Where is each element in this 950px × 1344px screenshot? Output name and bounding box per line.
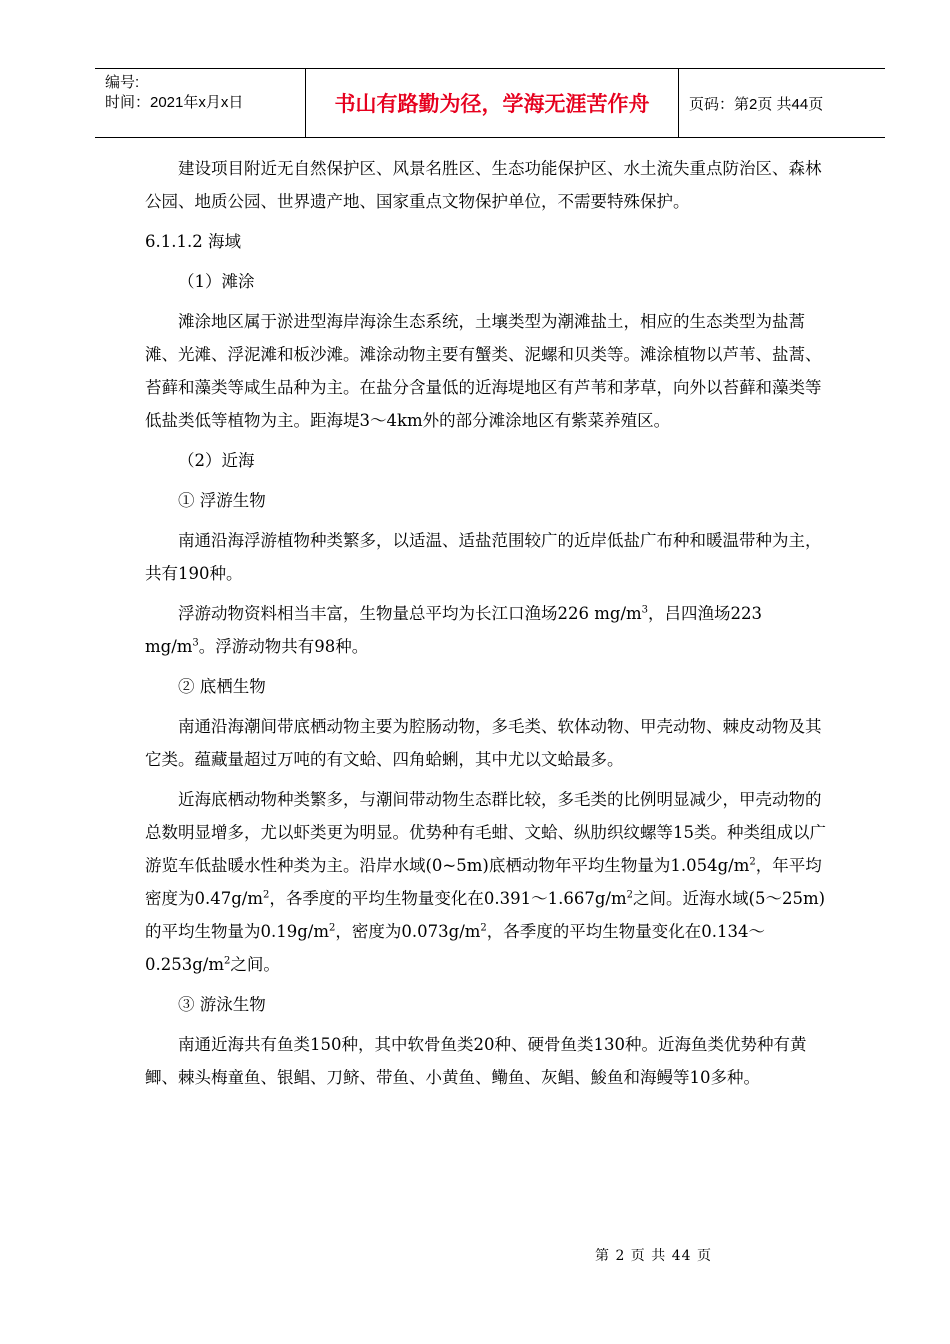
text-run: ，各季度的平均生物量变化在0.391～1.667g/m (269, 889, 627, 908)
text-run: ，年平均密度为0.47g/m (145, 856, 822, 908)
text-run: ，吕四渔场223 mg/m (145, 604, 763, 656)
paragraph: 南通近海共有鱼类150种，其中软骨鱼类20种、硬骨鱼类130种。近海鱼类优势种有黄鲫、棘头梅童鱼、银鲳、刀鲚、带鱼、小黄鱼、鳓鱼、灰鲳、鮻鱼和海鳗等10多种。 (145, 1035, 807, 1087)
text-run: 浮游动物资料相当丰富，生物量总平均为长江口渔场226 mg/m (178, 604, 642, 623)
header-motto: 书山有路勤为径，学海无涯苦作舟 (306, 69, 679, 137)
subsection-heading: ② 底栖生物 (178, 677, 266, 696)
superscript: 2 (224, 955, 231, 967)
text-run: ，密度为0.073g/m (335, 922, 481, 941)
superscript: 2 (480, 922, 487, 934)
paragraph: 南通沿海潮间带底栖动物主要为腔肠动物，多毛类、软体动物、甲壳动物、棘皮动物及其它类。蕴藏量超过万吨的有文蛤、四角蛤蜊，其中尤以文蛤最多。 (145, 717, 822, 769)
footer-page-number: 第 2 页 共 44 页 (595, 1248, 712, 1264)
subsection-heading: ① 浮游生物 (178, 491, 266, 510)
page-header (95, 68, 885, 138)
superscript: 2 (749, 856, 756, 868)
text-run: 近海底栖动物种类繁多，与潮间带动物生态群比较，多毛类的比例明显减少，甲壳动物的总数明显增多，尤以虾类更为明显。优势种有毛蚶、文蛤、纵肋织纹螺等15类。种类组成以广游览车低盐暖水性种类为主。沿岸水域(0~5m)底栖动物年平均生物量为1.054g/m (145, 790, 826, 875)
paragraph (145, 597, 835, 663)
paragraph: 南通沿海浮游植物种类繁多，以适温、适盐范围较广的近岸低盐广布种和暖温带种为主，共有190种。 (145, 531, 822, 583)
text-run: 之间。 (230, 955, 280, 974)
paragraph (145, 783, 835, 981)
header-meta (95, 69, 306, 137)
text-run: 之间。近海水域(5～25m)的平均生物量为0.19g/m (145, 889, 826, 941)
superscript: 2 (626, 889, 634, 901)
document-time: 时间：2021年x月x日 (105, 94, 244, 111)
section-heading: 6.1.1.2 海域 (145, 232, 241, 251)
subsection-heading: （2）近海 (178, 451, 255, 470)
subsection-heading: （1）滩涂 (178, 272, 255, 291)
superscript: 2 (263, 889, 270, 901)
superscript: 3 (192, 637, 199, 649)
text-run: ，各季度的平均生物量变化在0.134～0.253g/m (145, 922, 766, 974)
document-body (145, 152, 835, 1101)
subsection-heading: ③ 游泳生物 (178, 995, 266, 1014)
paragraph: 滩涂地区属于淤进型海岸海涂生态系统，土壤类型为潮滩盐土，相应的生态类型为盐蒿滩、光滩、浮泥滩和板沙滩。滩涂动物主要有蟹类、泥螺和贝类等。滩涂植物以芦苇、盐蒿、苔藓和藻类等咸生品种为主。在盐分含量低的近海堤地区有芦苇和茅草，向外以苔藓和藻类等低盐类低等植物为主。距海堤3～4km外的部分滩涂地区有紫菜养殖区。 (145, 312, 822, 430)
header-page-number: 页码：第2页 共44页 (689, 95, 824, 113)
document-number-label: 编号: (105, 74, 140, 91)
paragraph: 建设项目附近无自然保护区、风景名胜区、生态功能保护区、水土流失重点防治区、森林公园、地质公园、世界遗产地、国家重点文物保护单位，不需要特殊保护。 (145, 159, 822, 211)
superscript: 3 (641, 604, 649, 616)
text-run: 。浮游动物共有98种。 (198, 637, 369, 656)
superscript: 2 (329, 922, 336, 934)
